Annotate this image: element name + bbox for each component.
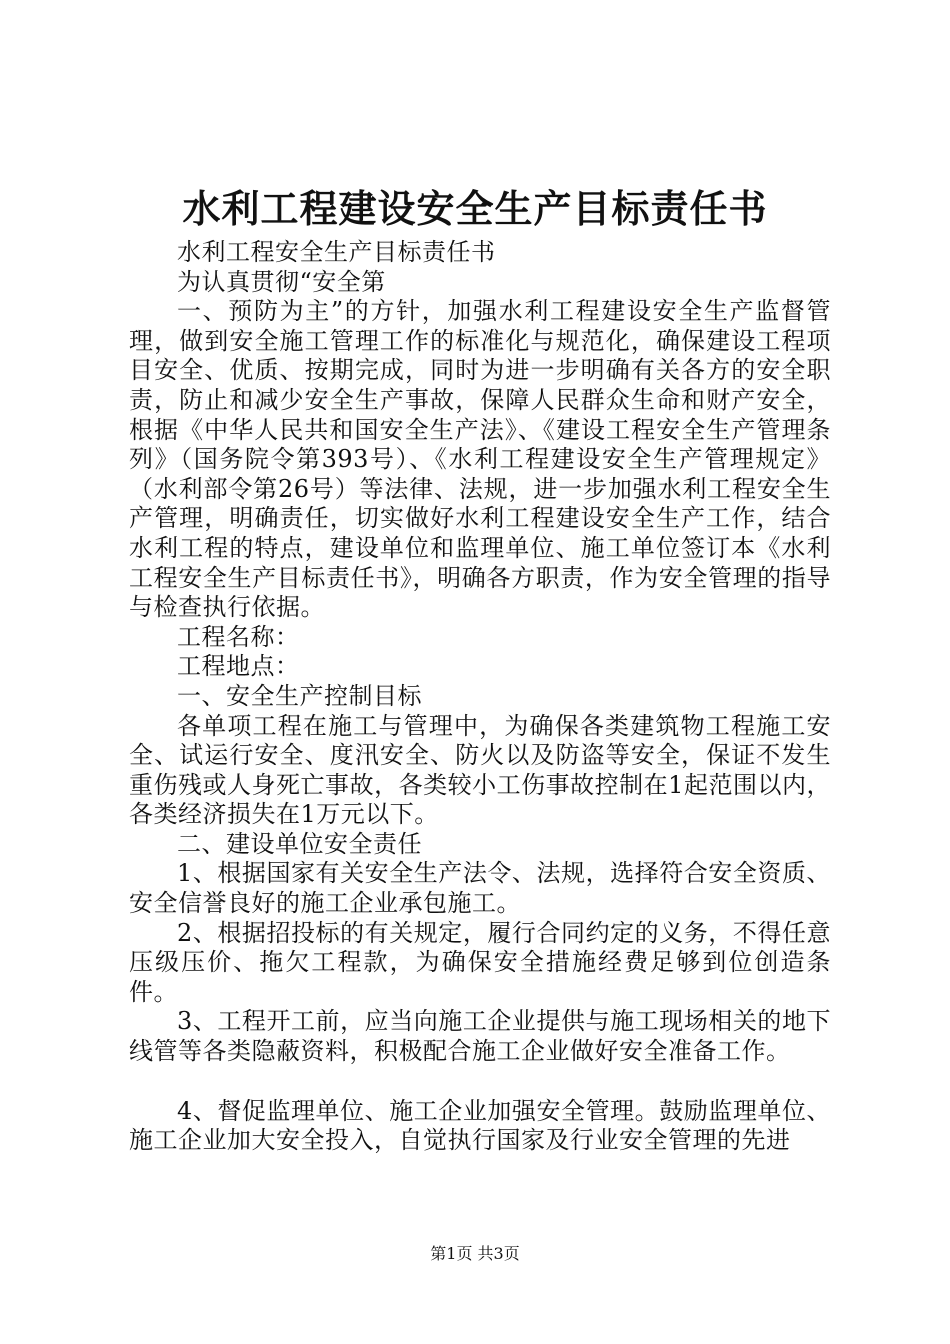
section-heading: 二、建设单位安全责任 — [177, 829, 422, 858]
section-heading: 一、安全生产控制目标 — [177, 681, 422, 710]
project-name-field: 工程名称： — [177, 622, 300, 651]
page-number-footer: 第1页 共3页 — [430, 1244, 520, 1263]
target-paragraph: 各单项工程在施工与管理中，为确保各类建筑物工程施工安全、试运行安全、度汛安全、防火以及防盗等安全，保证不发生重伤残或人身死亡事故，各类较小工伤事故控制在1起范围以内，各类经济损失在1万元以下。 — [129, 711, 831, 829]
document-title: 水利工程建设安全生产目标责任书 — [182, 186, 768, 231]
intro-paragraph: 为认真贯彻“安全第 — [177, 267, 386, 296]
subtitle-paragraph: 水利工程安全生产目标责任书 — [177, 238, 496, 266]
duty-item: 1、根据国家有关安全生产法令、法规，选择符合安全资质、安全信誉良好的施工企业承包施工。 — [129, 859, 831, 918]
policy-paragraph: 一、预防为主”的方针，加强水利工程建设安全生产监督管理，做到安全施工管理工作的标准化与规范化，确保建设工程项目安全、优质、按期完成，同时为进一步明确有关各方的安全职责，防止和减少安全生产事故，保障人民群众生命和财产安全，根据《中华人民共和国安全生产法》、《建设工程安全生产管理条列》（国务院令第393号）、《水利工程建设安全生产管理规定》（水利部令第26号）等法律、法规，进一步加强水利工程安全生产管理，明确责任，切实做好水利工程建设安全生产工作，结合水利工程的特点，建设单位和监理单位、施工单位签订本《水利工程安全生产目标责任书》，明确各方职责，作为安全管理的指导与检查执行依据。 — [129, 297, 831, 622]
document-body — [129, 238, 831, 1156]
project-location-field: 工程地点： — [177, 652, 300, 681]
duty-item: 2、根据招投标的有关规定，履行合同约定的义务，不得任意压级压价、拖欠工程款，为确保安全措施经费足够到位创造条件。 — [129, 918, 831, 1006]
duty-item: 3、工程开工前，应当向施工企业提供与施工现场相关的地下线管等各类隐蔽资料，积极配合施工企业做好安全准备工作。 — [129, 1007, 831, 1066]
duty-item: 4、督促监理单位、施工企业加强安全管理。鼓励监理单位、施工企业加大安全投入，自觉执行国家及行业安全管理的先进 — [129, 1096, 831, 1155]
